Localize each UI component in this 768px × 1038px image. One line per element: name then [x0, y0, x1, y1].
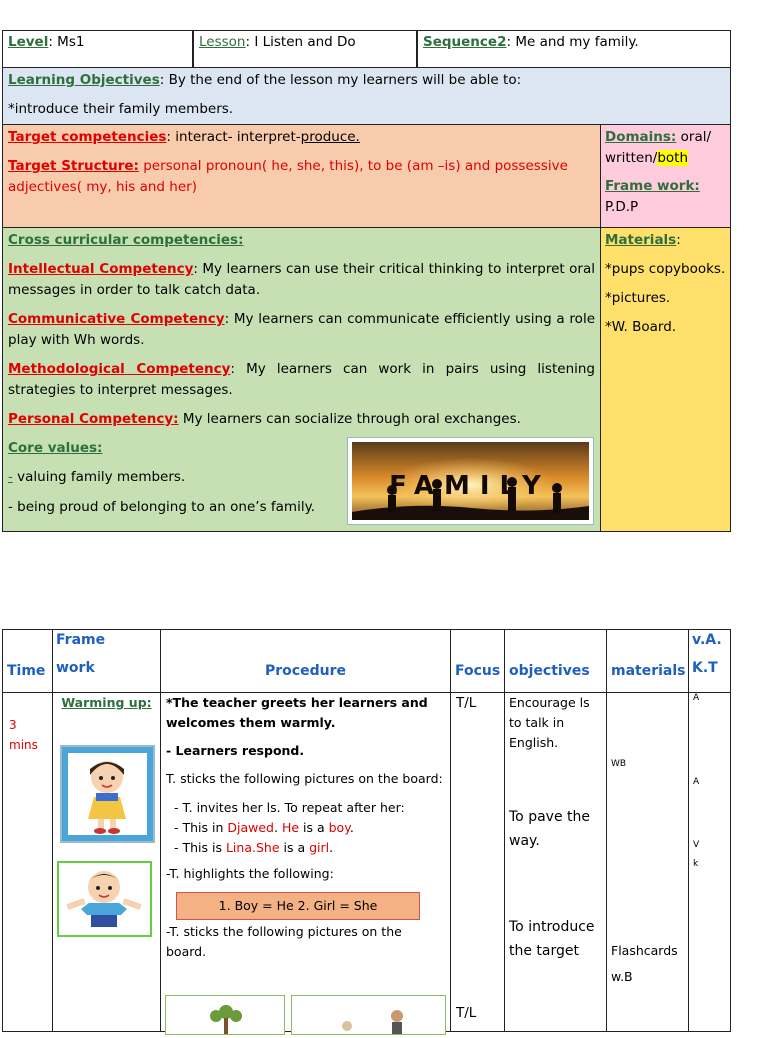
time-cell — [2, 692, 53, 1032]
header-frame-label-2: work — [56, 660, 95, 676]
personal-label: Personal Competency: — [8, 411, 179, 427]
target-competencies-text: : interact- interpret- — [166, 129, 301, 145]
li3-pronoun: She — [255, 840, 280, 855]
core-value-1: valuing family members. — [12, 469, 186, 485]
cross-label: Cross curricular competencies: — [8, 232, 244, 248]
level-value: : Ms1 — [48, 34, 85, 50]
header-materials — [606, 629, 689, 693]
procedure-list-item — [174, 818, 445, 838]
level-cell — [2, 30, 193, 68]
framework-label: Frame work: — [605, 178, 700, 194]
core-values-label: Core values: — [8, 440, 103, 456]
material-3: w.B — [611, 969, 633, 984]
header-materials-label: materials — [611, 663, 686, 679]
time-value: 3 mins — [9, 718, 38, 752]
family-sunset-image — [347, 437, 594, 525]
header-vak-label-1: v.A. — [692, 632, 722, 648]
header-procedure — [160, 629, 451, 693]
procedure-list — [166, 798, 445, 858]
li2-name: Djawed — [227, 820, 274, 835]
vak-cell — [688, 692, 731, 1032]
sequence-label: Sequence2 — [423, 34, 507, 50]
domains-highlight: both — [657, 150, 689, 166]
header-frame-label-1: Frame — [56, 632, 106, 648]
header-time-label: Time — [7, 663, 46, 679]
procedure-stick-more: -T. sticks the following pictures on the board. — [166, 924, 402, 959]
li3-part: This is — [182, 840, 226, 855]
materials-col-cell — [606, 692, 689, 1032]
procedure-stick-pictures: T. sticks the following pictures on the board: — [166, 771, 443, 786]
li3-noun: girl — [309, 840, 330, 855]
header-focus-label: Focus — [455, 663, 501, 679]
target-structure-text: personal pronoun( he, she, this), to be (am –is) and possessive adjectives( my, his and her) — [8, 158, 568, 195]
materials-item-2: *pictures. — [605, 290, 671, 306]
objectives-item: *introduce their family members. — [8, 101, 234, 117]
header-procedure-label: Procedure — [265, 663, 346, 679]
frame-value: Warming up: — [61, 695, 152, 710]
header-objectives-label: objectives — [509, 663, 590, 679]
material-1: WB — [611, 759, 627, 769]
procedure-highlight: -T. highlights the following: — [166, 866, 334, 881]
level-label: Level — [8, 34, 49, 50]
objectives-col-cell — [504, 692, 607, 1032]
sequence-cell — [417, 30, 731, 68]
materials-item-1: *pups copybooks. — [605, 261, 726, 277]
procedure-respond: - Learners respond. — [166, 743, 305, 758]
focus-value-2: T/L — [456, 1005, 477, 1021]
girl-picture — [60, 745, 155, 843]
core-dash: - — [8, 469, 13, 485]
objectives-label: Learning Objectives — [8, 72, 160, 88]
li2-part: This in — [182, 820, 228, 835]
procedure-cell — [160, 692, 451, 1032]
materials-colon: : — [676, 232, 681, 248]
header-vak-label-2: K.T — [692, 660, 718, 676]
header-vak — [688, 629, 731, 693]
target-structure-label: Target Structure: — [8, 158, 139, 174]
header-objectives — [504, 629, 607, 693]
intellectual-label: Intellectual Competency — [8, 261, 194, 277]
li3-part: is a — [279, 840, 310, 855]
materials-label: Materials — [605, 232, 677, 248]
vak-value: A — [693, 693, 700, 703]
lesson-cell — [193, 30, 417, 68]
personal-text: My learners can socialize through oral exchanges. — [178, 411, 521, 427]
objective-3: To introduce the target — [509, 919, 595, 959]
li3-part: . — [329, 840, 334, 855]
focus-cell — [450, 692, 505, 1032]
objectives-cell — [2, 67, 731, 125]
methodological-label: Methodological Competency — [8, 361, 231, 377]
intellectual-text: : My learners can use their critical thinking to interpret oral messages in order to talk catch data. — [8, 261, 595, 298]
header-frame — [52, 629, 161, 693]
family-word: FAMILY — [389, 471, 551, 501]
li3-name: Lina. — [225, 840, 256, 855]
li2-pronoun: He — [281, 820, 300, 835]
lesson-label: Lesson — [199, 34, 246, 50]
highlight-box: 1. Boy = He 2. Girl = She — [176, 892, 420, 920]
material-2: Flashcards — [611, 943, 678, 958]
procedure-list-item — [174, 838, 445, 858]
communicative-text: : My learners can communicate efficiently using a role play with Wh words. — [8, 311, 596, 348]
vak-value: k — [693, 859, 699, 869]
objective-2: To pave the way. — [509, 809, 590, 849]
lesson-value: : I Listen and Do — [245, 34, 356, 50]
domains-label: Domains: — [605, 129, 677, 145]
domains-cell — [600, 124, 731, 228]
procedure-list-item: - T. invites her ls. To repeat after her: — [174, 798, 445, 818]
materials-item-3: *W. Board. — [605, 319, 677, 335]
materials-cell — [600, 227, 731, 532]
objective-1: Encourage ls to talk in English. — [509, 695, 590, 750]
objectives-text: : By the end of the lesson my learners will be able to: — [159, 72, 522, 88]
boy-picture — [57, 861, 152, 937]
family-tree-picture — [165, 995, 285, 1035]
methodological-text: : My learners can work in pairs using listening strategies to interpret messages. — [8, 361, 596, 398]
procedure-greeting: *The teacher greets her learners and welcomes them warmly. — [166, 695, 428, 730]
family-members-picture — [291, 995, 446, 1035]
sequence-value: : Me and my family. — [506, 34, 639, 50]
header-time — [2, 629, 53, 693]
vak-value: V — [693, 840, 700, 850]
core-value-2: - being proud of belonging to an one’s family. — [8, 499, 315, 515]
vak-value: A — [693, 777, 700, 787]
li2-part: . — [349, 820, 354, 835]
target-competencies-label: Target competencies — [8, 129, 167, 145]
target-cell — [2, 124, 601, 228]
focus-value-1: T/L — [456, 695, 477, 711]
domains-text: oral/ written/ — [605, 129, 712, 166]
header-focus — [450, 629, 505, 693]
li2-part: . — [273, 820, 282, 835]
li2-noun: boy — [328, 820, 350, 835]
framework-value: P.D.P — [605, 199, 639, 215]
communicative-label: Communicative Competency — [8, 311, 225, 327]
frame-cell — [52, 692, 161, 1032]
li2-part: is a — [299, 820, 329, 835]
target-competencies-text2: produce. — [300, 129, 360, 145]
